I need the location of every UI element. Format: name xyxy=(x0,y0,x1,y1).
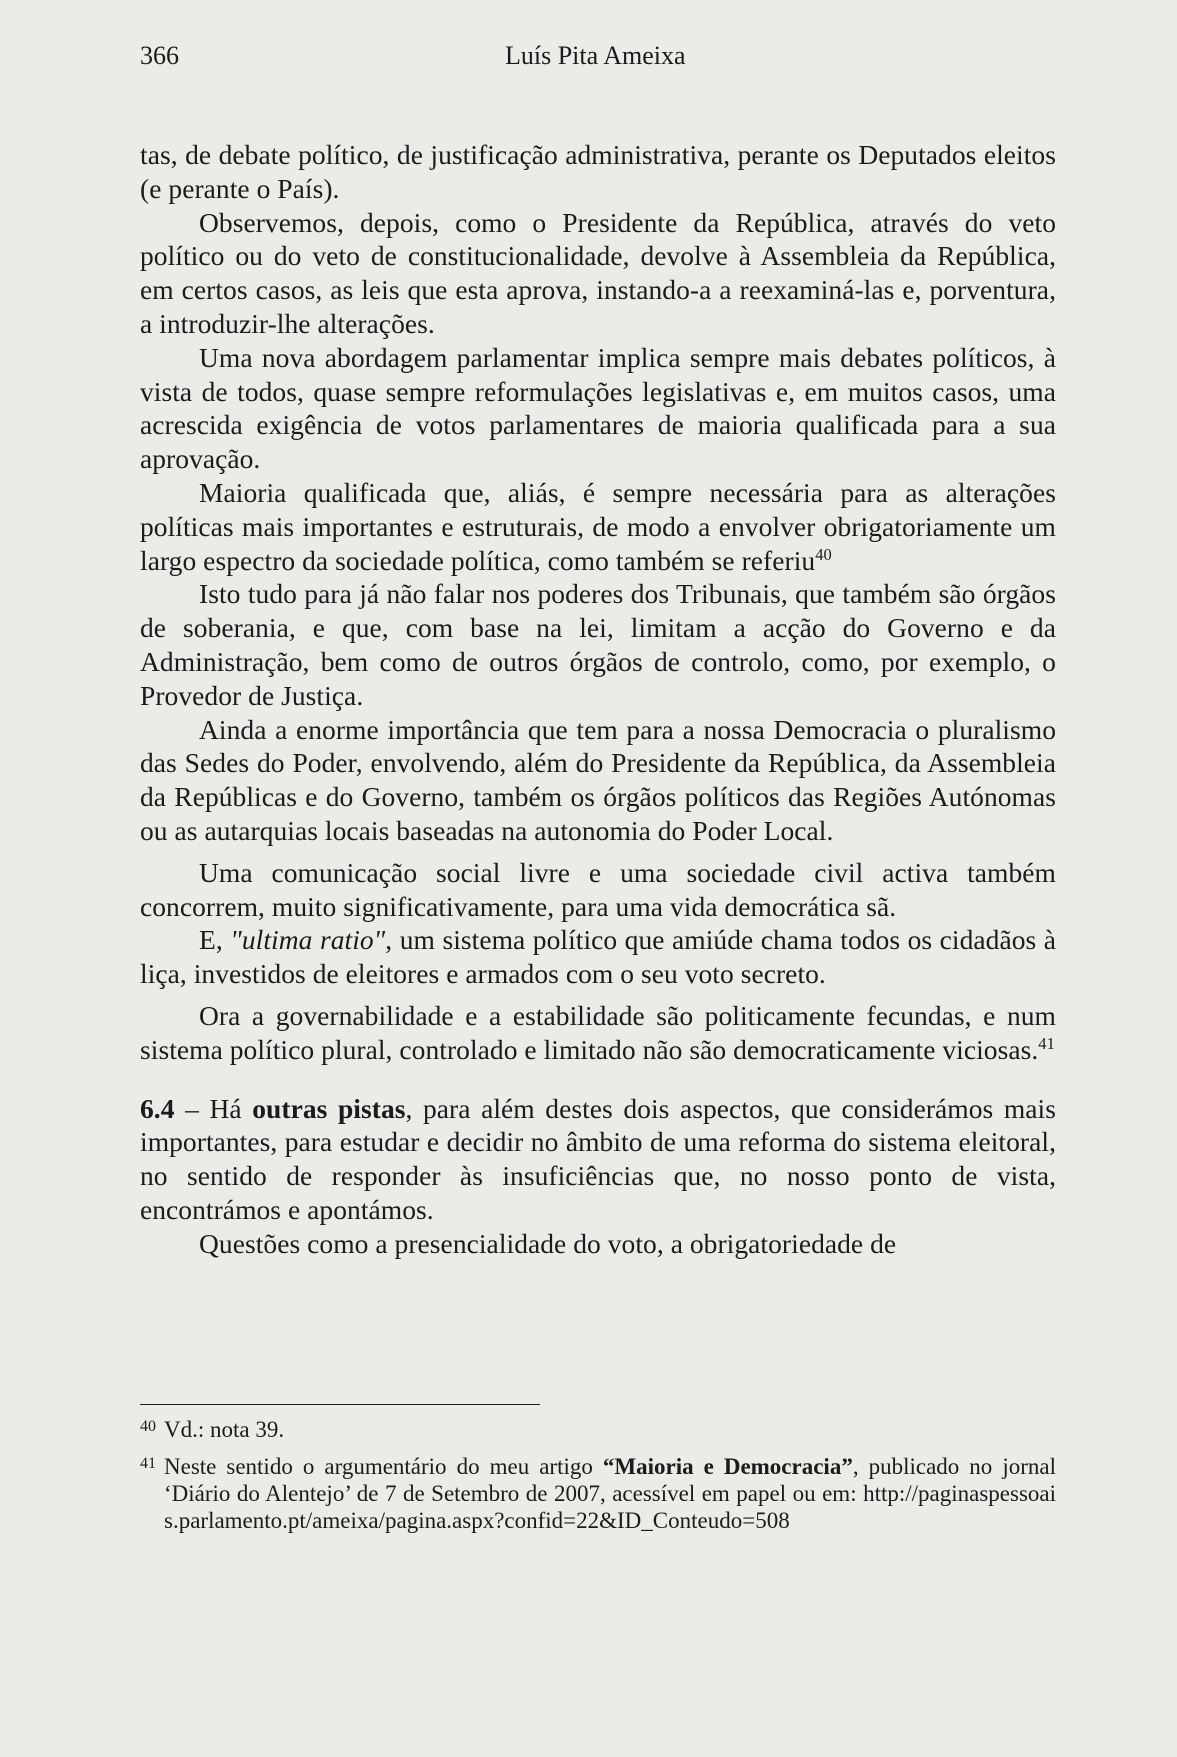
footnote-number: 40 xyxy=(140,1418,156,1435)
section-text: , para além destes dois aspectos, que considerámos mais importantes, para estudar e decidir no âmbito de uma reforma do sistema eleitoral, no sentido de responder às insuficiências que, no nosso ponto de vista, encontrámos e apontámos. xyxy=(140,1092,1056,1225)
footnote-separator xyxy=(140,1404,540,1405)
footnote-40 xyxy=(140,1416,1056,1443)
section-bold-phrase: outras pistas xyxy=(252,1092,406,1124)
body-text xyxy=(140,138,1056,1261)
footnote-ref-40[interactable]: 40 xyxy=(815,544,832,564)
paragraph-pluralism: Ainda a enorme importância que tem para a nossa Democracia o pluralismo das Sedes do Poder, envolvendo, além do Presidente da República, da Assembleia da Repúblicas e do Governo, também os órgãos políticos das Regiões Autónomas ou as autarquias locais baseadas na autonomia do Poder Local. xyxy=(140,713,1056,846)
footnote-ref-41[interactable]: 41 xyxy=(1038,1033,1055,1053)
footnote-text-pre: Neste sentido o argumentário do meu artigo xyxy=(164,1454,603,1479)
ultima-ratio-rest: , um sistema político que amiúde chama todos os cidadãos à liça, investidos de eleitores e armados com o seu voto secreto. xyxy=(140,924,1057,990)
footnote-number: 41 xyxy=(140,1455,156,1472)
running-header xyxy=(140,38,1040,74)
paragraph-parliamentary-approach: Uma nova abordagem parlamentar implica sempre mais debates políticos, à vista de todos, quase sempre reformulações legislativas e, em muitos casos, uma acrescida exigência de votos parlamentares de maioria qualificada para a sua aprovação. xyxy=(140,341,1056,475)
footnote-text-post: , publicado no jornal ‘Diário do Alentejo’ de 7 de Setembro de 2007, acessível em papel ou em: xyxy=(164,1454,1056,1506)
paragraph-presidential-veto: Observemos, depois, como o Presidente da República, através do veto político ou do veto de constitucionalidade, devolve à Assembleia da República, em certos casos, as leis que esta aprova, instando-a a reexaminá-las e, porventura, a introduzir-lhe alterações. xyxy=(140,206,1056,339)
footnote-text: Vd.: nota 39. xyxy=(164,1417,285,1442)
paragraph-qualified-majority-text: Maioria qualificada que, aliás, é sempre necessária para as alterações políticas mais importantes e estruturais, de modo a envolver obrigatoriamente um largo espectro da sociedade política, como também se referiu xyxy=(140,476,1056,576)
paragraph-governability xyxy=(140,999,1056,1067)
footnote-41 xyxy=(140,1453,1056,1534)
footnote-url[interactable]: http://paginaspessoais.parlamento.pt/ameixa/pagina.aspx?confid=22&ID_Conteudo=508 xyxy=(164,1481,1056,1533)
paragraph-governability-text: Ora a governabilidade e a estabilidade são politicamente fecundas, e num sistema político plural, controlado e limitado não são democraticamente viciosas. xyxy=(140,999,1056,1065)
ultima-ratio-lead: E, xyxy=(199,924,231,956)
section-dash: – Há xyxy=(174,1092,253,1124)
footnotes xyxy=(140,1416,1056,1544)
running-title: Luís Pita Ameixa xyxy=(505,41,686,70)
page-number: 366 xyxy=(140,41,179,70)
paragraph-questions: Questões como a presencialidade do voto, a obrigatoriedade de xyxy=(199,1227,897,1259)
ultima-ratio-italic: "ultima ratio" xyxy=(230,924,386,956)
paragraph-social-communication: Uma comunicação social livre e uma sociedade civil activa também concorrem, muito significativamente, para uma vida democrática sã. xyxy=(140,856,1056,922)
section-6-4 xyxy=(140,1092,1056,1227)
paragraph-courts: Isto tudo para já não falar nos poderes dos Tribunais, que também são órgãos de soberania, e que, com base na lei, limitam a acção do Governo e da Administração, bem como de outros órgãos de controlo, como, por exemplo, o Provedor de Justiça. xyxy=(140,578,1056,711)
paragraph-ultima-ratio xyxy=(140,923,1056,991)
paragraph-continued: tas, de debate político, de justificação administrativa, perante os Deputados eleitos (e perante o País). xyxy=(140,139,1056,204)
article-title: “Maioria e Democracia” xyxy=(602,1454,853,1479)
section-number: 6.4 xyxy=(140,1092,175,1124)
paragraph-qualified-majority xyxy=(140,476,1056,577)
